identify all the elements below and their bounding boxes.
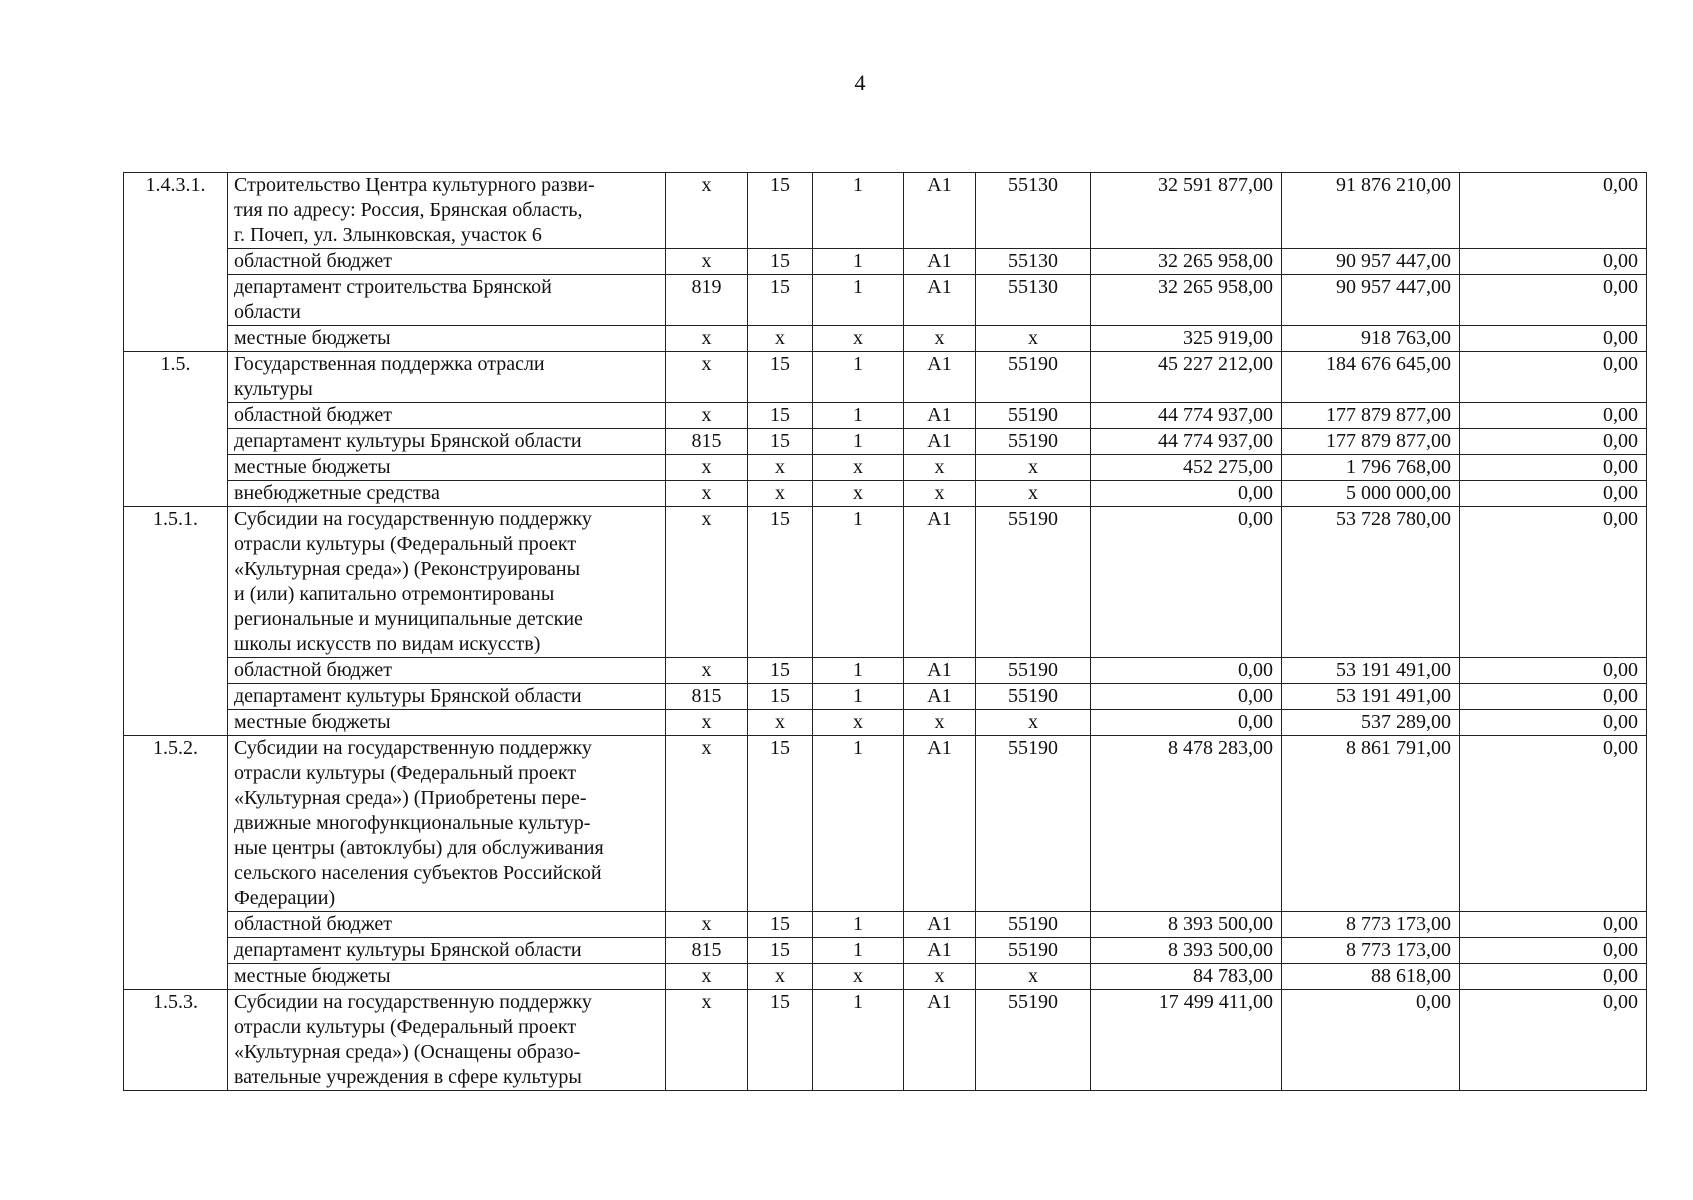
pr-cell: х: [813, 710, 904, 736]
amount-year1-cell: 452 275,00: [1091, 455, 1282, 481]
csr-cell: А1: [904, 736, 976, 912]
pr-cell: 1: [813, 938, 904, 964]
kvr-cell: 55190: [976, 658, 1091, 684]
amount-year2-cell: 53 728 780,00: [1282, 507, 1460, 658]
table-row: [124, 429, 1647, 455]
amount-year1-cell: 325 919,00: [1091, 326, 1282, 352]
pr-cell: 1: [813, 736, 904, 912]
pr-cell: 1: [813, 684, 904, 710]
amount-year2-cell: 177 879 877,00: [1282, 429, 1460, 455]
amount-year3-cell: 0,00: [1460, 964, 1647, 990]
amount-year3-cell: 0,00: [1460, 403, 1647, 429]
page-number: 4: [854, 70, 866, 95]
amount-year3-cell: 0,00: [1460, 710, 1647, 736]
kvr-cell: 55190: [976, 352, 1091, 403]
grbs-cell: х: [666, 173, 748, 249]
amount-year3-cell: 0,00: [1460, 352, 1647, 403]
item-number-cell: 1.5.1.: [124, 507, 228, 736]
amount-year2-cell: 184 676 645,00: [1282, 352, 1460, 403]
amount-year3-cell: 0,00: [1460, 736, 1647, 912]
table-row: [124, 481, 1647, 507]
grbs-cell: х: [666, 326, 748, 352]
amount-year2-cell: 88 618,00: [1282, 964, 1460, 990]
budget-table: [123, 172, 1647, 1091]
amount-year3-cell: 0,00: [1460, 658, 1647, 684]
amount-year3-cell: 0,00: [1460, 481, 1647, 507]
amount-year3-cell: 0,00: [1460, 249, 1647, 275]
item-number-cell: 1.5.: [124, 352, 228, 507]
csr-cell: х: [904, 326, 976, 352]
kvr-cell: 55190: [976, 938, 1091, 964]
amount-year1-cell: 0,00: [1091, 658, 1282, 684]
amount-year1-cell: 45 227 212,00: [1091, 352, 1282, 403]
rz-cell: 15: [748, 403, 813, 429]
amount-year1-cell: 8 393 500,00: [1091, 938, 1282, 964]
kvr-cell: 55190: [976, 912, 1091, 938]
rz-cell: 15: [748, 736, 813, 912]
pr-cell: 1: [813, 173, 904, 249]
rz-cell: 15: [748, 684, 813, 710]
csr-cell: А1: [904, 249, 976, 275]
amount-year3-cell: 0,00: [1460, 990, 1647, 1091]
csr-cell: А1: [904, 352, 976, 403]
row-name-cell: Субсидии на государственную поддержку отрасли культуры (Федеральный проект «Культурная среда») (Реконструированы и (или) капитально отремонтированы региональные и муниципальные детские школы искусств по видам искусств): [228, 507, 666, 658]
pr-cell: 1: [813, 275, 904, 326]
grbs-cell: 815: [666, 938, 748, 964]
amount-year2-cell: 53 191 491,00: [1282, 684, 1460, 710]
amount-year2-cell: 0,00: [1282, 990, 1460, 1091]
csr-cell: х: [904, 481, 976, 507]
csr-cell: А1: [904, 429, 976, 455]
table-row: [124, 710, 1647, 736]
kvr-cell: 55190: [976, 403, 1091, 429]
row-name-cell: областной бюджет: [228, 249, 666, 275]
kvr-cell: 55130: [976, 249, 1091, 275]
amount-year2-cell: 177 879 877,00: [1282, 403, 1460, 429]
grbs-cell: х: [666, 352, 748, 403]
row-name-cell: местные бюджеты: [228, 326, 666, 352]
amount-year3-cell: 0,00: [1460, 455, 1647, 481]
kvr-cell: 55190: [976, 507, 1091, 658]
rz-cell: х: [748, 481, 813, 507]
pr-cell: 1: [813, 990, 904, 1091]
amount-year1-cell: 44 774 937,00: [1091, 429, 1282, 455]
table-row: [124, 684, 1647, 710]
amount-year3-cell: 0,00: [1460, 938, 1647, 964]
pr-cell: х: [813, 481, 904, 507]
table-row: [124, 964, 1647, 990]
row-name-cell: областной бюджет: [228, 658, 666, 684]
table-row: [124, 403, 1647, 429]
amount-year3-cell: 0,00: [1460, 173, 1647, 249]
item-number-cell: 1.5.2.: [124, 736, 228, 990]
row-name-cell: областной бюджет: [228, 403, 666, 429]
amount-year2-cell: 90 957 447,00: [1282, 249, 1460, 275]
csr-cell: А1: [904, 684, 976, 710]
row-name-cell: местные бюджеты: [228, 710, 666, 736]
row-name-cell: местные бюджеты: [228, 964, 666, 990]
grbs-cell: х: [666, 912, 748, 938]
row-name-cell: департамент культуры Брянской области: [228, 429, 666, 455]
csr-cell: х: [904, 964, 976, 990]
kvr-cell: 55190: [976, 684, 1091, 710]
csr-cell: А1: [904, 658, 976, 684]
kvr-cell: 55130: [976, 173, 1091, 249]
pr-cell: 1: [813, 507, 904, 658]
table-row: [124, 275, 1647, 326]
amount-year1-cell: 44 774 937,00: [1091, 403, 1282, 429]
grbs-cell: х: [666, 990, 748, 1091]
pr-cell: 1: [813, 249, 904, 275]
csr-cell: А1: [904, 403, 976, 429]
rz-cell: 15: [748, 912, 813, 938]
row-name-cell: внебюджетные средства: [228, 481, 666, 507]
rz-cell: 15: [748, 990, 813, 1091]
amount-year2-cell: 537 289,00: [1282, 710, 1460, 736]
amount-year1-cell: 32 265 958,00: [1091, 275, 1282, 326]
grbs-cell: х: [666, 455, 748, 481]
amount-year1-cell: 0,00: [1091, 710, 1282, 736]
grbs-cell: х: [666, 736, 748, 912]
item-number-cell: 1.4.3.1.: [124, 173, 228, 352]
kvr-cell: 55190: [976, 429, 1091, 455]
grbs-cell: х: [666, 710, 748, 736]
grbs-cell: х: [666, 658, 748, 684]
amount-year1-cell: 0,00: [1091, 481, 1282, 507]
amount-year3-cell: 0,00: [1460, 429, 1647, 455]
grbs-cell: х: [666, 403, 748, 429]
rz-cell: 15: [748, 658, 813, 684]
amount-year2-cell: 53 191 491,00: [1282, 658, 1460, 684]
csr-cell: А1: [904, 990, 976, 1091]
csr-cell: А1: [904, 938, 976, 964]
kvr-cell: х: [976, 710, 1091, 736]
amount-year3-cell: 0,00: [1460, 912, 1647, 938]
amount-year2-cell: 8 773 173,00: [1282, 938, 1460, 964]
kvr-cell: 55190: [976, 990, 1091, 1091]
grbs-cell: х: [666, 249, 748, 275]
grbs-cell: х: [666, 507, 748, 658]
amount-year1-cell: 8 478 283,00: [1091, 736, 1282, 912]
row-name-cell: Субсидии на государственную поддержку отрасли культуры (Федеральный проект «Культурная среда») (Оснащены образо- вательные учреждения в сфере культуры: [228, 990, 666, 1091]
rz-cell: х: [748, 326, 813, 352]
table-row: [124, 736, 1647, 912]
table-body: [124, 173, 1647, 1091]
grbs-cell: х: [666, 481, 748, 507]
kvr-cell: х: [976, 964, 1091, 990]
csr-cell: х: [904, 455, 976, 481]
pr-cell: х: [813, 326, 904, 352]
table-row: [124, 912, 1647, 938]
rz-cell: х: [748, 710, 813, 736]
table-row: [124, 326, 1647, 352]
table-row: [124, 173, 1647, 249]
row-name-cell: областной бюджет: [228, 912, 666, 938]
csr-cell: А1: [904, 507, 976, 658]
kvr-cell: х: [976, 326, 1091, 352]
pr-cell: 1: [813, 912, 904, 938]
row-name-cell: Государственная поддержка отрасли культуры: [228, 352, 666, 403]
amount-year2-cell: 8 861 791,00: [1282, 736, 1460, 912]
pr-cell: 1: [813, 403, 904, 429]
amount-year2-cell: 90 957 447,00: [1282, 275, 1460, 326]
rz-cell: 15: [748, 507, 813, 658]
table-row: [124, 352, 1647, 403]
rz-cell: 15: [748, 173, 813, 249]
row-name-cell: Строительство Центра культурного разви- тия по адресу: Россия, Брянская область, г. Почеп, ул. Злынковская, участок 6: [228, 173, 666, 249]
csr-cell: А1: [904, 275, 976, 326]
grbs-cell: 815: [666, 684, 748, 710]
csr-cell: х: [904, 710, 976, 736]
csr-cell: А1: [904, 173, 976, 249]
table-row: [124, 990, 1647, 1091]
amount-year1-cell: 32 265 958,00: [1091, 249, 1282, 275]
rz-cell: 15: [748, 352, 813, 403]
amount-year3-cell: 0,00: [1460, 326, 1647, 352]
row-name-cell: департамент культуры Брянской области: [228, 938, 666, 964]
pr-cell: 1: [813, 429, 904, 455]
amount-year1-cell: 32 591 877,00: [1091, 173, 1282, 249]
rz-cell: 15: [748, 938, 813, 964]
amount-year1-cell: 8 393 500,00: [1091, 912, 1282, 938]
pr-cell: х: [813, 964, 904, 990]
pr-cell: 1: [813, 658, 904, 684]
item-number-cell: 1.5.3.: [124, 990, 228, 1091]
csr-cell: А1: [904, 912, 976, 938]
grbs-cell: х: [666, 964, 748, 990]
amount-year2-cell: 1 796 768,00: [1282, 455, 1460, 481]
kvr-cell: 55130: [976, 275, 1091, 326]
grbs-cell: 815: [666, 429, 748, 455]
pr-cell: 1: [813, 352, 904, 403]
amount-year2-cell: 5 000 000,00: [1282, 481, 1460, 507]
amount-year2-cell: 918 763,00: [1282, 326, 1460, 352]
row-name-cell: Субсидии на государственную поддержку отрасли культуры (Федеральный проект «Культурная среда») (Приобретены пере- движные многофункциональные культур- ные центры (автоклубы) для обслуживания сельского населения субъектов Российской Федерации): [228, 736, 666, 912]
rz-cell: 15: [748, 429, 813, 455]
table-row: [124, 455, 1647, 481]
row-name-cell: местные бюджеты: [228, 455, 666, 481]
amount-year1-cell: 17 499 411,00: [1091, 990, 1282, 1091]
amount-year1-cell: 0,00: [1091, 684, 1282, 710]
table-row: [124, 938, 1647, 964]
rz-cell: х: [748, 964, 813, 990]
table-row: [124, 658, 1647, 684]
row-name-cell: департамент культуры Брянской области: [228, 684, 666, 710]
amount-year3-cell: 0,00: [1460, 507, 1647, 658]
amount-year2-cell: 8 773 173,00: [1282, 912, 1460, 938]
rz-cell: 15: [748, 249, 813, 275]
table-row: [124, 507, 1647, 658]
rz-cell: 15: [748, 275, 813, 326]
table-row: [124, 249, 1647, 275]
amount-year1-cell: 84 783,00: [1091, 964, 1282, 990]
kvr-cell: х: [976, 481, 1091, 507]
kvr-cell: 55190: [976, 736, 1091, 912]
grbs-cell: 819: [666, 275, 748, 326]
rz-cell: х: [748, 455, 813, 481]
row-name-cell: департамент строительства Брянской области: [228, 275, 666, 326]
pr-cell: х: [813, 455, 904, 481]
amount-year1-cell: 0,00: [1091, 507, 1282, 658]
amount-year3-cell: 0,00: [1460, 684, 1647, 710]
kvr-cell: х: [976, 455, 1091, 481]
amount-year3-cell: 0,00: [1460, 275, 1647, 326]
amount-year2-cell: 91 876 210,00: [1282, 173, 1460, 249]
